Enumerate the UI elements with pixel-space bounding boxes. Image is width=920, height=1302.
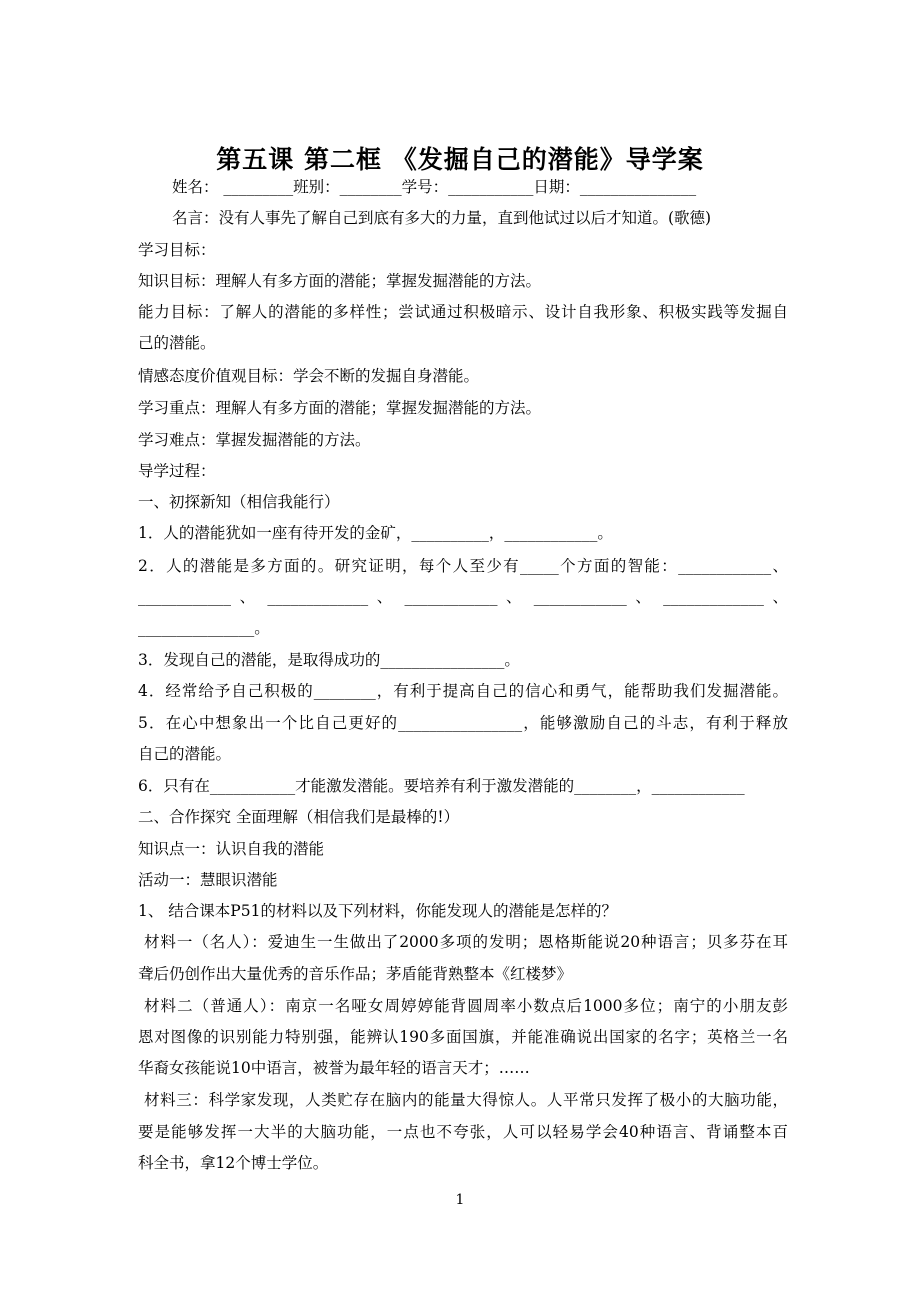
section-heading: 二、合作探究 全面理解（相信我们是最棒的!） [138, 808, 460, 826]
question-line: 3．发现自己的潜能，是取得成功的________________。 [138, 651, 520, 669]
page-number: 1 [455, 1192, 465, 1208]
blank-line: ____________ 、 _____________ 、 ____________ 、 ____________ 、 _____________ 、 [138, 588, 788, 606]
material-line: 要是能够发挥一大半的大脑功能，一点也不夸张，人可以轻易学会40种语言、背诵整本百 [138, 1123, 788, 1141]
text-line: 知识目标：理解人有多方面的潜能；掌握发掘潜能的方法。 [138, 272, 542, 290]
knowledge-point: 知识点一：认识自我的潜能 [138, 840, 325, 858]
section-heading: 学习目标： [138, 241, 216, 259]
question-line: 自己的潜能。 [138, 745, 232, 763]
text-line: 情感态度价值观目标：学会不断的发掘自身潜能。 [138, 367, 480, 385]
quote-line: 名言：没有人事先了解自己到底有多大的力量，直到他试过以后才知道。(歌德) [172, 209, 712, 227]
material-line: 恩对图像的识别能力特别强，能辨认190多面国旗，并能准确说出国家的名字；英格兰一名 [138, 1028, 788, 1046]
material-line: 华裔女孩能说10中语言，被誉为最年轻的语言天才；…… [138, 1059, 530, 1077]
question-line: 1、 结合课本P51的材料以及下列材料，你能发现人的潜能是怎样的？ [138, 902, 617, 920]
text-line: 能力目标：了解人的潜能的多样性；尝试通过积极暗示、设计自我形象、积极实践等发掘自 [138, 303, 788, 321]
student-info-line: 姓名： _________班别：________学号：___________日期：_______________ [172, 178, 697, 196]
material-line: 科全书，拿12个博士学位。 [138, 1154, 329, 1172]
activity-heading: 活动一：慧眼识潜能 [138, 871, 278, 889]
material-line: 材料二（普通人）：南京一名哑女周婷婷能背圆周率小数点后1000多位；南宁的小朋友彭 [144, 997, 788, 1015]
material-line: 聋后仍创作出大量优秀的音乐作品；茅盾能背熟整本《红楼梦》 [138, 965, 573, 983]
page-title: 第五课 第二框 《发掘自己的潜能》导学案 [216, 145, 704, 174]
question-line: 4．经常给予自己积极的________，有利于提高自己的信心和勇气，能帮助我们发掘潜能。 [138, 682, 788, 700]
question-line: 5．在心中想象出一个比自己更好的________________，能够激励自己的斗志，有利于释放 [138, 714, 788, 732]
section-heading: 导学过程： [138, 462, 216, 480]
section-heading: 一、初探新知（相信我能行） [138, 493, 340, 511]
text-line: 学习重点：理解人有多方面的潜能；掌握发掘潜能的方法。 [138, 399, 542, 417]
material-line: 材料一（名人）：爱迪生一生做出了2000多项的发明；恩格斯能说20种语言；贝多芬在耳 [144, 933, 788, 951]
question-line: 1．人的潜能犹如一座有待开发的金矿，__________，____________。 [138, 524, 613, 542]
question-line: 2．人的潜能是多方面的。研究证明，每个人至少有_____个方面的智能：____________、 [138, 557, 788, 575]
material-line: 材料三：科学家发现，人类贮存在脑内的能量大得惊人。人平常只发挥了极小的大脑功能， [144, 1091, 788, 1109]
question-line: 6．只有在___________才能激发潜能。要培养有利于激发潜能的________，____________ [138, 777, 745, 795]
text-line: 己的潜能。 [138, 334, 216, 352]
text-line: 学习难点：掌握发掘潜能的方法。 [138, 431, 371, 449]
blank-line: _______________。 [138, 619, 270, 637]
